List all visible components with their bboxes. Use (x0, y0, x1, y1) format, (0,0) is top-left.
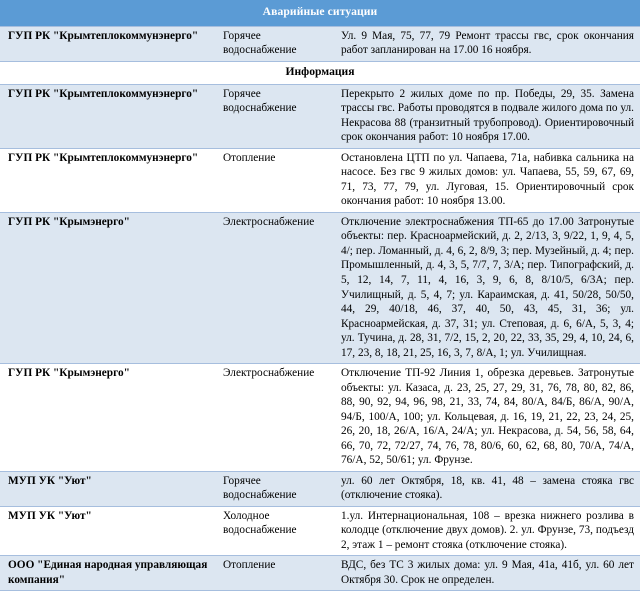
table-row (0, 506, 640, 556)
row-description: ВДС, без ТС 3 жилых дома: ул. 9 Мая, 41а, 41б, ул. 60 лет Октября 30. Срок не определен. (336, 556, 640, 591)
row-organization: ГУП РК "Крымтеплокоммунэнерго" (0, 148, 218, 212)
row-service: Электроснабжение (218, 212, 336, 363)
row-service: Электроснабжение (218, 364, 336, 472)
row-service: Отопление (218, 148, 336, 212)
table-row (0, 26, 640, 61)
row-description: Ул. 9 Мая, 75, 77, 79 Ремонт трассы гвс, срок окончания работ запланирован на 17.00 16 ноября. (336, 26, 640, 61)
table-row (0, 212, 640, 363)
row-organization: ООО "Единая народная управляющая компания" (0, 556, 218, 591)
row-service: Горячее водоснабжение (218, 84, 336, 148)
row-organization: ГУП РК "Крымэнерго" (0, 364, 218, 472)
row-description: ул. 60 лет Октября, 18, кв. 41, 48 – замена стояка гвс (отключение стояка). (336, 471, 640, 506)
table-section-title: Информация (0, 61, 640, 84)
row-description: 1.ул. Интернациональная, 108 – врезка нижнего розлива в колодце (отключение двух домов). 2. ул. Фрунзе, 73, подъезд 2, этаж 1 – ремонт стояка (отключение стояка). (336, 506, 640, 556)
row-organization: ГУП РК "Крымэнерго" (0, 212, 218, 363)
table-section-row (0, 61, 640, 84)
row-service: Холодное водоснабжение (218, 506, 336, 556)
row-description: Перекрыто 2 жилых доме по пр. Победы, 29, 35. Замена трассы гвс. Работы проводятся в подвале жилого дома по ул. Некрасова 88 (транзитный трубопровод). Ориентировочный срок окончания работ: 10 ноября 17.00. (336, 84, 640, 148)
table-banner-title: Аварийные ситуации (0, 0, 640, 26)
row-service: Горячее водоснабжение (218, 471, 336, 506)
row-description: Остановлена ЦТП по ул. Чапаева, 71а, набивка сальника на насосе. Без гвс 9 жилых домов: ул. Чапаева, 55, 59, 67, 69, 71, 73, 77, 79, ул. Луговая, 15. Ориентировочный срок окончания работ: 10 ноября 13.00. (336, 148, 640, 212)
table-row (0, 84, 640, 148)
table-row (0, 364, 640, 472)
row-service: Горячее водоснабжение (218, 26, 336, 61)
row-organization: ГУП РК "Крымтеплокоммунэнерго" (0, 84, 218, 148)
row-description: Отключение электроснабжения ТП-65 до 17.00 Затронутые объекты: пер. Красноармейский, д. 2, 2/13, 3, 9/22, 1, 9, 4, 5, 4/; пер. Ломанный, д. 4, 6, 2, 8/9, 3; пер. Музейный, д. 4; пер. Промышленный, д. 4, 3, 5, 7/7, 7, 3/А; пер. Типографский, д. 5, 12, 14, 7, 11, 4, 16, 3, 9, 6, 8, 8/10/5, 6/3А; пер. Училищный, д. 5, 4, 7; ул. Караимская, д. 41, 50/28, 50/50, 44, 29, 40/18, 46, 37, 40, 50, 43, 45, 31, 36; ул. Красноармейская, д. 37, 31; ул. Степовая, д. 6, 6/А, 5, 3, 4; ул. Тучина, д. 28, 31, 7/2, 15, 2, 20, 22, 33, 35, 29, 4, 10, 24, 6, 17, 23, 8, 18, 21, 25, 16, 3, 7, 8/А, 1; ул. Училищная. (336, 212, 640, 363)
row-description: Отключение ТП-92 Линия 1, обрезка деревьев. Затронутые объекты: ул. Казаса, д. 23, 25, 27, 29, 31, 76, 78, 80, 82, 86, 88, 90, 92, 94, 96, 98, 21, 33, 74, 84, 80/А, 84/Б, 86/А, 90/А, 94/Б, 100/А, 100; ул. Кольцевая, д. 16, 19, 21, 22, 23, 24, 25, 26, 20, 18, 26/А, 16/А, 24/А; ул. Некрасова, д. 54, 56, 58, 64, 66, 70, 72, 72/27, 74, 76, 78, 80/6, 60, 62, 68, 80, 70/А, 74/А, 76/А, 52, 50/61; ул. Фрунзе. (336, 364, 640, 472)
table-row (0, 556, 640, 591)
table-row (0, 148, 640, 212)
row-organization: ГУП РК "Крымтеплокоммунэнерго" (0, 26, 218, 61)
row-organization: МУП УК "Уют" (0, 471, 218, 506)
table-row (0, 471, 640, 506)
row-service: Отопление (218, 556, 336, 591)
table-banner-row (0, 0, 640, 26)
row-organization: МУП УК "Уют" (0, 506, 218, 556)
